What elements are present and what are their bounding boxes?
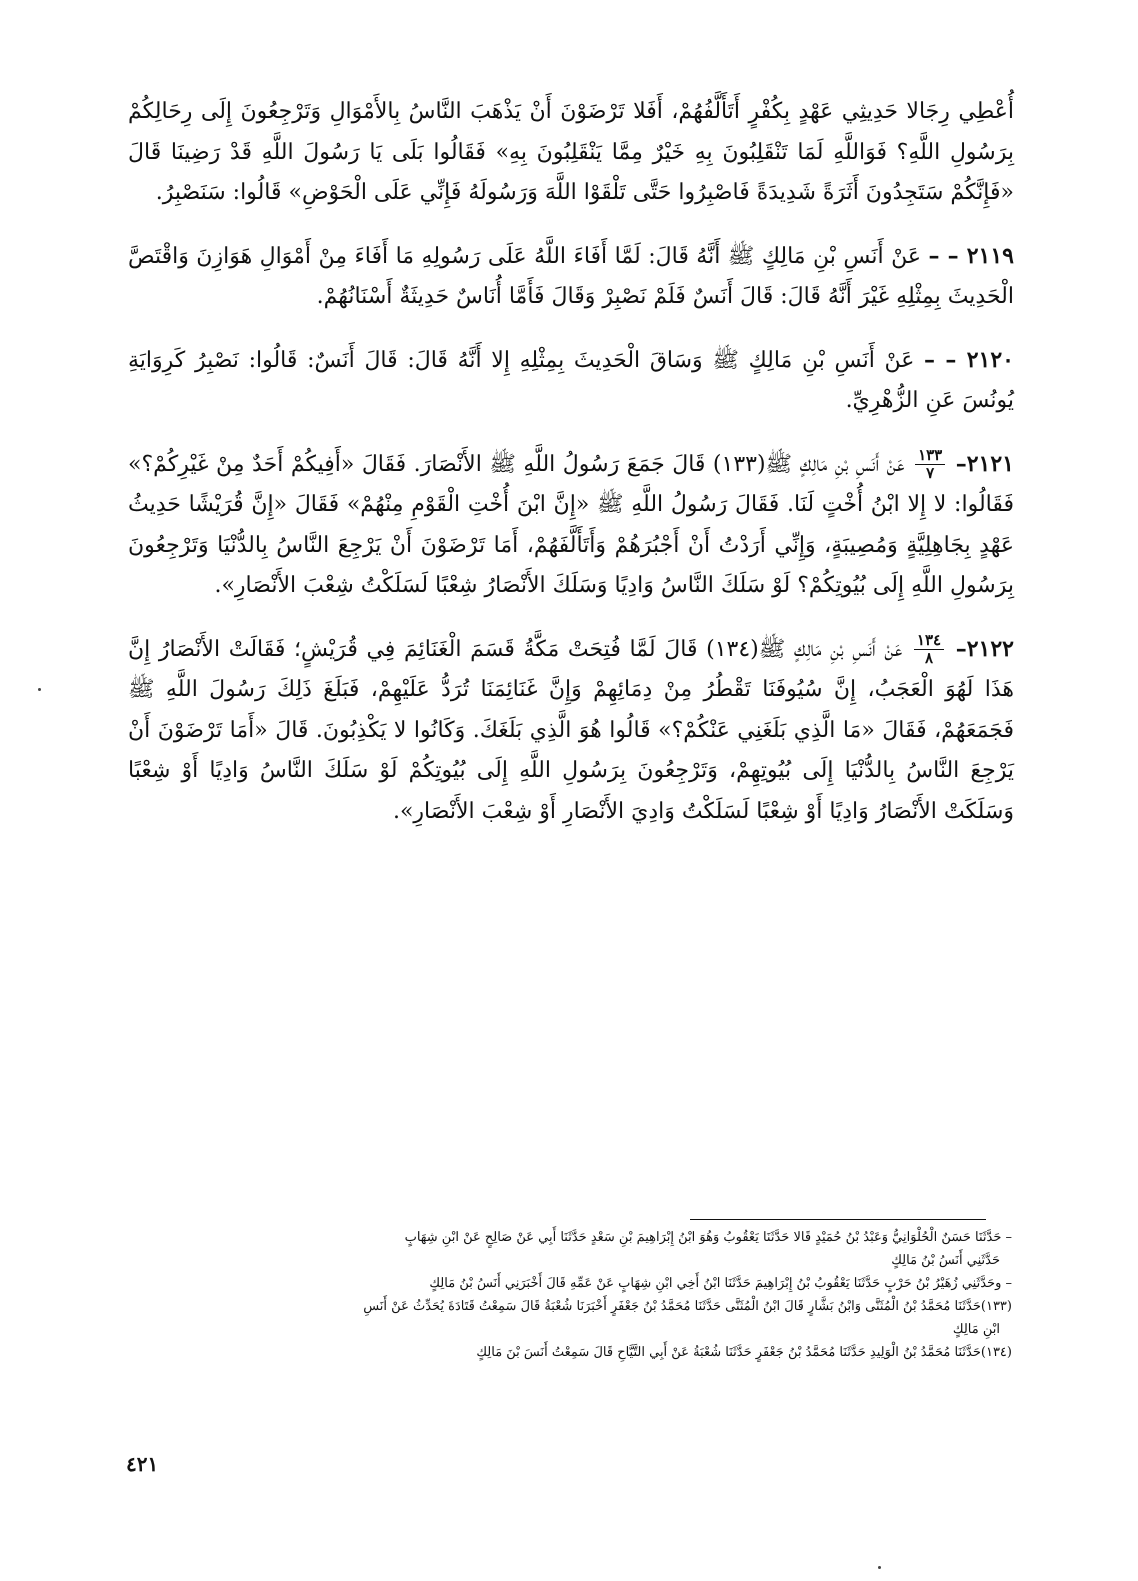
footnote-line: حَدَّثَنِي أَنَسُ بْنُ مَالِكٍ bbox=[891, 1253, 1000, 1268]
hadith-number: ٢١١٩ – – bbox=[928, 242, 1014, 269]
hadith-text: عَنْ أَنَسِ بْنِ مَالِكٍ ﷺ(١٣٣) قَالَ جَمَعَ رَسُولُ اللَّهِ ﷺ الأَنْصَارَ. فَقَالَ «أَفِيكُمْ أَحَدٌ مِنْ غَيْرِكُمْ؟» فَقَالُوا: لا إِلا ابْنُ أُخْتٍ لَنَا. فَقَالَ رَسُولُ اللَّهِ ﷺ «إِنَّ ابْنَ أُخْتِ الْقَوْمِ مِنْهُمْ» فَقَالَ «إِنَّ قُرَيْشًا حَدِيثُ عَهْدٍ بِجَاهِلِيَّةٍ وَمُصِيبَةٍ، وَإِنِّي أَرَدْتُ أَنْ أَجْبُرَهُمْ وَأَتَأَلَّفَهُمْ، أَمَا تَرْضَوْنَ أَنْ يَرْجِعَ النَّاسُ بِالدُّنْيَا وَتَرْجِعُونَ بِرَسُولِ اللَّهِ إِلَى بُيُوتِكُمْ؟ لَوْ سَلَكَ النَّاسُ وَادِيًا وَسَلَكَ الأَنْصَارُ شِعْبًا لَسَلَكْتُ شِعْبَ الأَنْصَارِ». bbox=[128, 451, 1014, 598]
fraction-numerator: ١٣٤ bbox=[914, 633, 944, 650]
main-text bbox=[128, 92, 1014, 854]
fraction-denominator: ٨ bbox=[924, 649, 934, 667]
hadith-number: ٢١٢٠ – – bbox=[924, 346, 1014, 373]
footnote-line: – حَدَّثَنَا حَسَنٌ الْحُلْوَانِيُّ وَعَبْدُ بْنُ حُمَيْدٍ قَالا حَدَّثَنَا يَعْقُوبُ وَهُوَ ابْنُ إِبْرَاهِيمَ بْنِ سَعْدٍ حَدَّثَنَا أَبِي عَنْ صَالِحٍ عَنْ ابْنِ شِهَابٍ bbox=[404, 1230, 1012, 1245]
hadith-text: عَنْ أَنَسِ بْنِ مَالِكٍ ﷺ أَنَّهُ قَالَ: لَمَّا أَفَاءَ اللَّهُ عَلَى رَسُولِهِ مَا أَفَاءَ مِنْ أَمْوَالِ هَوَازِنَ وَاقْتَصَّ الْحَدِيثَ بِمِثْلِهِ غَيْرَ أَنَّهُ قَالَ: قَالَ أَنَسٌ فَلَمْ نَصْبِرْ وَقَالَ فَأَمَّا أُنَاسٌ حَدِيثَةٌ أَسْنَانُهُمْ. bbox=[128, 243, 1014, 309]
cross-reference-fraction bbox=[914, 633, 944, 666]
fraction-denominator: ٧ bbox=[926, 464, 935, 482]
hadith-number: ٢١٢١– bbox=[955, 450, 1014, 477]
paragraph-continuation bbox=[128, 92, 1014, 214]
footnote-line: – وحَدَّثَنِي زُهَيْرُ بْنُ حَرْبٍ حَدَّثَنَا يَعْقُوبُ بْنُ إِبْرَاهِيمَ حَدَّثَنَا ابْنُ أَخِي ابْنِ شِهَابٍ عَنْ عَمِّهِ قَالَ أَخْبَرَنِي أَنَسُ بْنُ مَالِكٍ bbox=[429, 1276, 1012, 1291]
footnote-line: (١٣٤)حَدَّثَنَا مُحَمَّدُ بْنُ الْوَلِيدِ حَدَّثَنَا مُحَمَّدُ بْنُ جَعْفَرٍ حَدَّثَنَا شُعْبَةُ عَنْ أَبِي التَّيَّاحِ قَالَ سَمِعْتُ أَنَسَ بْنَ مَالِكٍ bbox=[476, 1345, 1012, 1360]
footnotes bbox=[128, 1226, 1012, 1364]
hadith-2120 bbox=[128, 340, 1014, 422]
hadith-2122 bbox=[128, 629, 1014, 833]
fraction-numerator: ١٣٣ bbox=[915, 448, 945, 465]
page-number: ٤٢١ bbox=[126, 1452, 159, 1476]
cross-reference-fraction bbox=[915, 448, 945, 481]
footnote-line: ابْنِ مَالِكٍ bbox=[952, 1322, 1000, 1337]
hadith-text: عَنْ أَنَسِ بْنِ مَالِكٍ ﷺ وَسَاقَ الْحَدِيثَ بِمِثْلِهِ إِلا أَنَّهُ قَالَ: قَالَ أَنَسٌ: قَالُوا: نَصْبِرُ كَرِوَايَةِ يُونُسَ عَنِ الزُّهْرِيِّ. bbox=[128, 347, 1014, 413]
hadith-number: ٢١٢٢– bbox=[955, 635, 1014, 662]
footnote-line: (١٣٣)حَدَّثَنَا مُحَمَّدُ بْنُ الْمُثَنَّى وَابْنُ بَشَّارٍ قَالَ ابْنُ الْمُثَنَّى حَدَّثَنَا مُحَمَّدُ بْنُ جَعْفَرٍ أَخْبَرَنَا شُعْبَةُ قَالَ سَمِعْتُ قَتَادَةَ يُحَدِّثُ عَنْ أَنَسِ bbox=[363, 1299, 1012, 1314]
scan-speck bbox=[38, 688, 41, 691]
hadith-text: عَنْ أَنَسِ بْنِ مَالِكٍ ﷺ(١٣٤) قَالَ لَمَّا فُتِحَتْ مَكَّةُ قَسَمَ الْغَنَائِمَ فِي قُرَيْشٍ؛ فَقَالَتْ الأَنْصَارُ إِنَّ هَذَا لَهُوَ الْعَجَبُ، إِنَّ سُيُوفَنَا تَقْطُرُ مِنْ دِمَائِهِمْ وَإِنَّ غَنَائِمَنَا تُرَدُّ عَلَيْهِمْ، فَبَلَغَ ذَلِكَ رَسُولَ اللَّهِ ﷺ فَجَمَعَهُمْ، فَقَالَ «مَا الَّذِي بَلَغَنِي عَنْكُمْ؟» قَالُوا هُوَ الَّذِي بَلَغَكَ. وَكَانُوا لا يَكْذِبُونَ. قَالَ «أَمَا تَرْضَوْنَ أَنْ يَرْجِعَ النَّاسُ بِالدُّنْيَا إِلَى بُيُوتِهِمْ، وَتَرْجِعُونَ بِرَسُولِ اللَّهِ إِلَى بُيُوتِكُمْ لَوْ سَلَكَ النَّاسُ وَادِيًا أَوْ شِعْبًا وَسَلَكَتْ الأَنْصَارُ وَادِيًا أَوْ شِعْبًا لَسَلَكْتُ وَادِيَ الأَنْصَارِ أَوْ شِعْبَ الأَنْصَارِ». bbox=[128, 636, 1014, 824]
scan-speck bbox=[878, 1566, 881, 1569]
footnote-divider bbox=[690, 1219, 986, 1220]
paragraph-text: أُعْطِي رِجَالا حَدِيثِي عَهْدٍ بِكُفْرٍ أَتَأَلَّفُهُمْ، أَفَلا تَرْضَوْنَ أَنْ يَذْهَبَ النَّاسُ بِالأَمْوَالِ وَتَرْجِعُونَ إِلَى رِحَالِكُمْ بِرَسُولِ اللَّهِ؟ فَوَاللَّهِ لَمَا تَنْقَلِبُونَ بِهِ خَيْرٌ مِمَّا يَنْقَلِبُونَ بِهِ» فَقَالُوا بَلَى يَا رَسُولَ اللَّهِ قَدْ رَضِينَا قَالَ «فَإِنَّكُمْ سَتَجِدُونَ أَثَرَةً شَدِيدَةً فَاصْبِرُوا حَتَّى تَلْقَوْا اللَّهَ وَرَسُولَهُ فَإِنِّي عَلَى الْحَوْضِ» قَالُوا: سَنَصْبِرُ. bbox=[128, 99, 1014, 205]
hadith-2119 bbox=[128, 236, 1014, 318]
hadith-2121 bbox=[128, 444, 1014, 607]
